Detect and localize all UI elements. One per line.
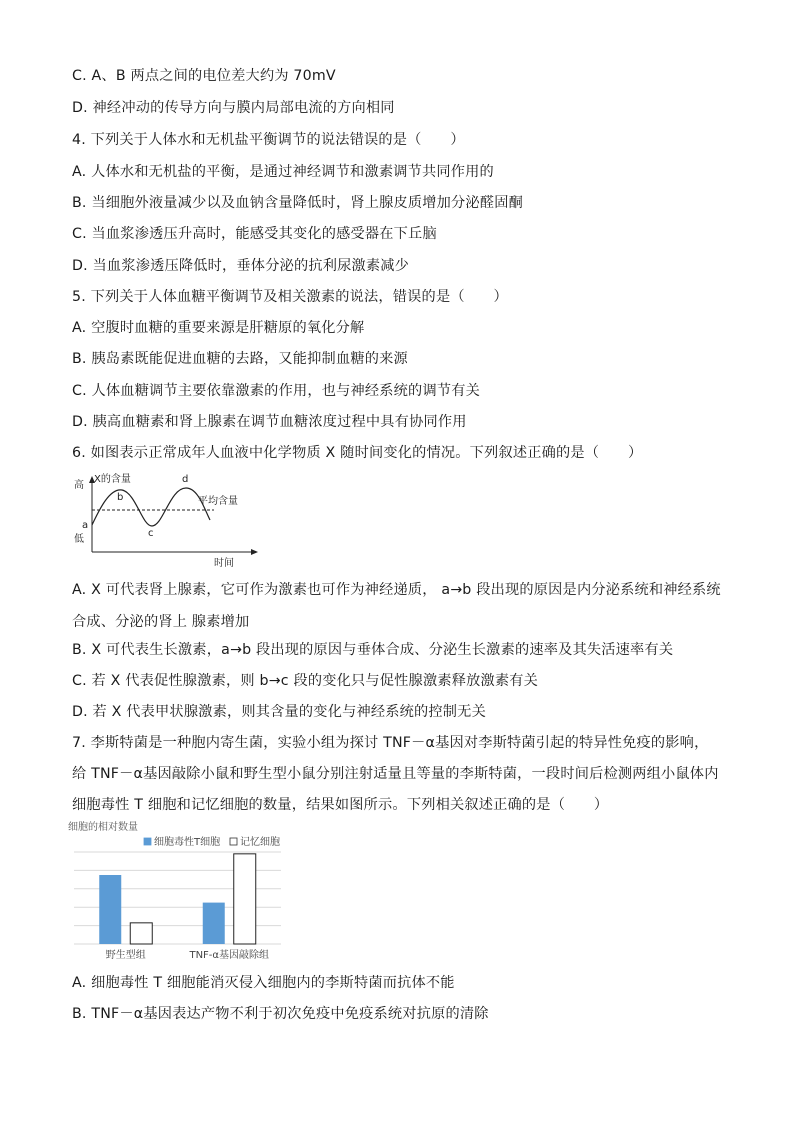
q7-bar-chart bbox=[66, 816, 296, 964]
q6-curve bbox=[92, 488, 210, 526]
legend-swatch bbox=[230, 838, 237, 845]
q6-point-c: c bbox=[148, 528, 154, 539]
q6-point-a: a bbox=[82, 520, 89, 531]
q3-option-c: C. A、B 两点之间的电位差大约为 70mV bbox=[72, 68, 336, 84]
q6-y-title: X的含量 bbox=[94, 474, 131, 485]
q6-x-title: 时间 bbox=[214, 558, 234, 569]
q5-stem: 5. 下列关于人体血糖平衡调节及相关激素的说法，错误的是（ ） bbox=[72, 289, 508, 305]
q6-option-b: B. X 可代表生长激素，a→b 段出现的原因与垂体合成、分泌生长激素的速率及其失活速率有关 bbox=[72, 642, 674, 658]
q6-option-d: D. 若 X 代表甲状腺激素，则其含量的变化与神经系统的控制无关 bbox=[72, 704, 486, 720]
q7-stem: 7. 李斯特菌是一种胞内寄生菌，实验小组为探讨 TNF－α基因对李斯特菌引起的特异性免疫的影响，给 TNF－α基因敲除小鼠和野生型小鼠分别注射适量且等量的李斯特菌，一段时间后检测两组小鼠体内细胞毒性 T 细胞和记忆细胞的数量，结果如图所示。下列相关叙述正确的是（ ） bbox=[72, 735, 719, 813]
q6-stem: 6. 如图表示正常成年人血液中化学物质 X 随时间变化的情况。下列叙述正确的是（ ） bbox=[72, 445, 643, 461]
q6-y-high: 高 bbox=[74, 480, 84, 491]
q6-option-a: A. X 可代表肾上腺素，它可作为激素也可作为神经递质， a→b 段出现的原因是内分泌系统和神经系统合成、分泌的肾上 腺素增加 bbox=[72, 582, 721, 630]
q7-option-b: B. TNF－α基因表达产物不利于初次免疫中免疫系统对抗原的清除 bbox=[72, 1006, 489, 1022]
q6-option-c: C. 若 X 代表促性腺激素，则 b→c 段的变化只与促性腺激素释放激素有关 bbox=[72, 673, 539, 689]
chart-title: 细胞的相对数量 bbox=[68, 822, 138, 833]
q6-point-b: b bbox=[117, 492, 124, 503]
q3-option-d: D. 神经冲动的传导方向与膜内局部电流的方向相同 bbox=[72, 100, 395, 116]
q4-option-c: C. 当血浆渗透压升高时，能感受其变化的感受器在下丘脑 bbox=[72, 226, 437, 242]
category-label: 野生型组 bbox=[105, 950, 146, 961]
q6-y-low: 低 bbox=[74, 534, 84, 545]
q4-stem: 4. 下列关于人体水和无机盐平衡调节的说法错误的是（ ） bbox=[72, 132, 465, 148]
q6-average-label: 平均含量 bbox=[198, 496, 238, 507]
q4-option-b: B. 当细胞外液量减少以及血钠含量降低时，肾上腺皮质增加分泌醛固酮 bbox=[72, 195, 523, 211]
bar-memory-1 bbox=[234, 854, 256, 944]
q5-option-b: B. 胰岛素既能促进血糖的去路，又能抑制血糖的来源 bbox=[72, 351, 408, 367]
q6-point-d: d bbox=[182, 474, 189, 485]
legend-swatch bbox=[144, 838, 151, 845]
q6-x-arrow bbox=[251, 549, 258, 555]
legend-label: 记忆细胞 bbox=[240, 837, 280, 848]
q6-figure bbox=[70, 468, 260, 570]
q4-option-d: D. 当血浆渗透压降低时，垂体分泌的抗利尿激素减少 bbox=[72, 258, 410, 274]
q4-option-a: A. 人体水和无机盐的平衡，是通过神经调节和激素调节共同作用的 bbox=[72, 164, 494, 180]
bar-memory-0 bbox=[130, 923, 152, 944]
q7-option-a: A. 细胞毒性 T 细胞能消灭侵入细胞内的李斯特菌而抗体不能 bbox=[72, 975, 455, 991]
bar-cytotoxic-t-0 bbox=[99, 875, 121, 944]
q5-option-c: C. 人体血糖调节主要依靠激素的作用，也与神经系统的调节有关 bbox=[72, 383, 480, 399]
q5-option-d: D. 胰高血糖素和肾上腺素在调节血糖浓度过程中具有协同作用 bbox=[72, 414, 467, 430]
q5-option-a: A. 空腹时血糖的重要来源是肝糖原的氧化分解 bbox=[72, 320, 365, 336]
category-label: TNF-α基因敲除组 bbox=[189, 950, 270, 961]
bar-cytotoxic-t-1 bbox=[203, 903, 225, 944]
legend-label: 细胞毒性T细胞 bbox=[154, 837, 221, 848]
